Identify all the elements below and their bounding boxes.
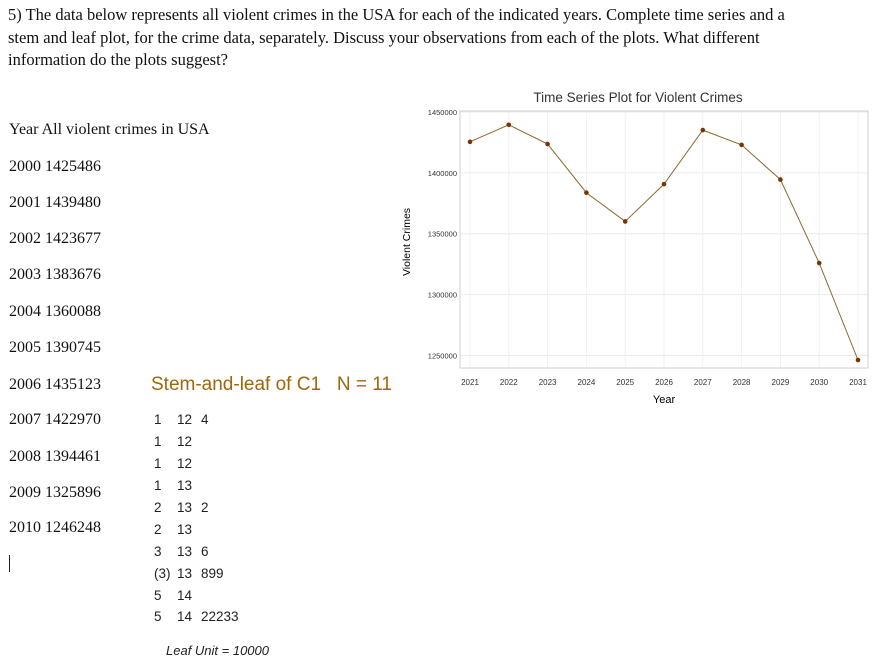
data-point xyxy=(507,123,512,128)
data-point xyxy=(584,190,589,195)
table-row: 2009 1325896 xyxy=(9,484,101,501)
stem-leaf-stem: 13 xyxy=(177,566,193,581)
x-tick-label: 2029 xyxy=(771,378,790,387)
x-axis-label: Year xyxy=(652,394,676,406)
table-row: 2003 1383676 xyxy=(9,266,101,283)
stem-leaf-depth: 1 xyxy=(154,456,162,471)
table-row: 2001 1439480 xyxy=(9,194,101,211)
x-tick-label: 2028 xyxy=(732,378,751,387)
x-tick-label: 2021 xyxy=(461,378,479,387)
stem-leaf-depth: 5 xyxy=(154,609,162,624)
stem-leaf-stem: 12 xyxy=(177,456,193,471)
x-tick-label: 2026 xyxy=(655,378,673,387)
y-tick-label: 1350000 xyxy=(427,229,457,239)
x-tick-label: 2031 xyxy=(849,378,867,387)
question-text: 5) The data below represents all violent crimes in the USA for each of the indicated years. Complete time series and a stem and leaf plot, for the crime data, separately. Discuss your observations from each of the plots. What different information do the plots suggest? xyxy=(8,5,785,69)
stem-leaf-stem: 13 xyxy=(177,500,193,515)
x-tick-label: 2027 xyxy=(693,378,712,387)
data-point xyxy=(468,140,473,145)
table-row: 2007 1422970 xyxy=(9,411,101,428)
stem-leaf-depth: 1 xyxy=(154,412,162,427)
stem-leaf-depth: 5 xyxy=(154,588,162,603)
table-row: 2006 1435123 xyxy=(9,376,101,393)
stem-leaf-depth: 3 xyxy=(154,544,162,559)
stem-leaf-stem: 14 xyxy=(177,609,193,624)
stem-leaf-leaves: 6 xyxy=(201,544,209,559)
table-row: 2005 1390745 xyxy=(9,339,101,356)
x-tick-label: 2024 xyxy=(577,378,596,387)
x-tick-label: 2030 xyxy=(810,378,829,387)
data-point xyxy=(739,143,744,148)
stem-leaf-leaves: 2 xyxy=(201,500,209,515)
y-tick-label: 1400000 xyxy=(427,168,457,178)
y-tick-label: 1300000 xyxy=(427,290,457,300)
table-row: 2000 1425486 xyxy=(9,158,101,175)
x-tick-labels xyxy=(461,378,867,387)
table-row: 2010 1246248 xyxy=(9,519,101,536)
table-header: Year All violent crimes in USA xyxy=(9,121,210,138)
stem-leaf-stem: 14 xyxy=(177,588,193,603)
stem-leaf-depth: 1 xyxy=(154,478,162,493)
stem-leaf-depth: 2 xyxy=(154,500,162,515)
stem-leaf-stem: 13 xyxy=(177,522,193,537)
y-tick-label: 1250000 xyxy=(427,351,457,361)
x-tick-label: 2022 xyxy=(499,378,518,387)
stem-leaf-depth: 2 xyxy=(154,522,162,537)
y-axis-label: Violent Crimes xyxy=(401,207,413,277)
stem-leaf-leaves: 899 xyxy=(201,566,224,581)
leaf-unit-note: Leaf Unit = 10000 xyxy=(166,643,269,658)
stem-leaf-depth: 1 xyxy=(154,434,162,449)
chart-title: Time Series Plot for Violent Crimes xyxy=(533,90,743,105)
stem-leaf-depth: (3) xyxy=(154,566,171,581)
grid-layer xyxy=(460,111,868,368)
stem-leaf-stem: 12 xyxy=(177,412,193,427)
stem-leaf-stem: 12 xyxy=(177,434,193,449)
table-row: 2002 1423677 xyxy=(9,230,101,247)
data-point xyxy=(623,219,628,224)
stem-leaf-leaves: 22233 xyxy=(201,609,239,624)
data-point xyxy=(701,128,706,133)
x-tick-label: 2025 xyxy=(616,378,635,387)
table-row: 2004 1360088 xyxy=(9,303,101,320)
y-tick-labels xyxy=(428,108,457,360)
stem-leaf-stem: 13 xyxy=(177,544,193,559)
data-point xyxy=(856,358,861,363)
data-point xyxy=(662,182,667,187)
x-tick-label: 2023 xyxy=(538,378,557,387)
data-point xyxy=(778,177,783,182)
stem-leaf-stem: 13 xyxy=(177,478,193,493)
stem-leaf-title: Stem-and-leaf of C1 N = 11 xyxy=(151,374,392,395)
data-point xyxy=(817,261,822,266)
table-row: 2008 1394461 xyxy=(9,448,101,465)
stem-leaf-leaves: 4 xyxy=(201,412,209,427)
data-point xyxy=(545,142,550,147)
y-tick-label: 1450000 xyxy=(427,108,457,117)
